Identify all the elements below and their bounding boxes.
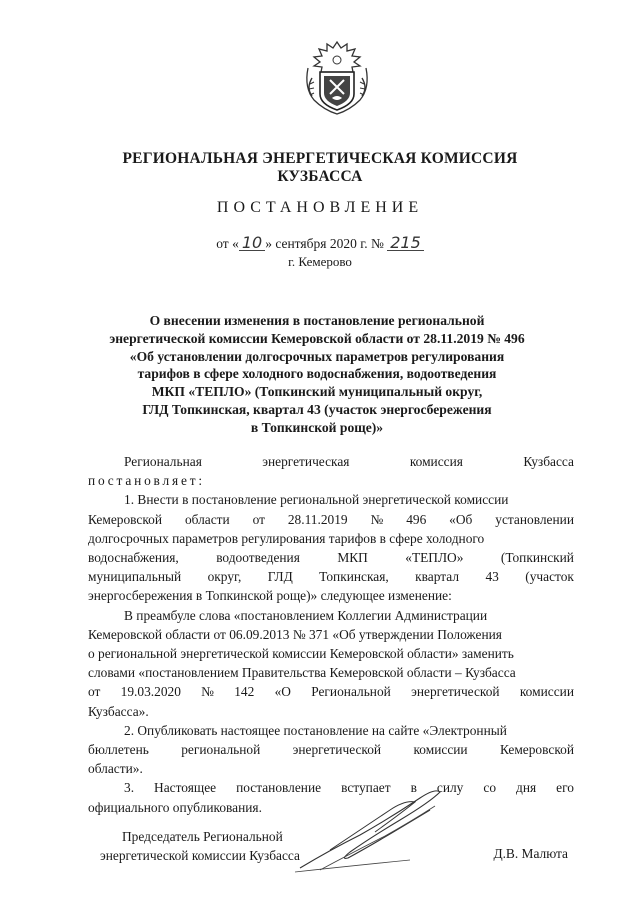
document-body (88, 452, 574, 817)
signatory-position-line-2: энергетической комиссии Кузбасса (100, 848, 300, 863)
subject-line: ГЛД Топкинская, квартал 43 (участок энергосбережения (142, 401, 492, 417)
paragraph-3-line-3: области». (88, 761, 143, 777)
subject-line: тарифов в сфере холодного водоснабжения, водоотведения (137, 366, 497, 382)
date-prefix: от « (216, 236, 239, 251)
word: 43 (485, 569, 499, 585)
word: энергетическая (262, 454, 350, 469)
word: энергетической (411, 684, 500, 700)
document-date-line (0, 233, 640, 252)
kuzbass-coat-of-arms-icon (300, 38, 374, 116)
paragraph-1-line-5 (88, 567, 574, 586)
word: со (483, 780, 497, 796)
word: Региональная (124, 454, 202, 469)
subject-line: О внесении изменения в постановление региональной (149, 313, 485, 328)
paragraph-2-line-2: Кемеровской области от 06.09.2013 № 371 «Об утверждении Положения (88, 626, 502, 642)
word: постановление (236, 780, 322, 796)
paragraph-2-line-5 (88, 682, 574, 701)
word: его (556, 780, 574, 796)
paragraph-1-line-6: энергосбережения в Топкинской роще)» следующее изменение: (88, 588, 452, 604)
signatory-position-line-1: Председатель Региональной (122, 829, 283, 844)
word: (Топкинский (500, 550, 574, 566)
word: Региональной (311, 684, 391, 700)
word: № (370, 511, 384, 527)
word: от (252, 511, 265, 527)
document-subject (92, 312, 542, 437)
word: 142 (234, 684, 255, 700)
paragraph-2-line-3: о региональной энергетической комиссии Кемеровской области» заменить (88, 646, 514, 662)
word: МКП (337, 550, 368, 566)
document-type: ПОСТАНОВЛЕНИЕ (216, 199, 424, 216)
word: силу (436, 780, 464, 796)
document-city: г. Кемерово (288, 254, 352, 269)
word: водоснабжения, (88, 550, 179, 566)
word: бюллетень (88, 742, 149, 758)
date-month-year: » сентября 2020 г. № (265, 236, 384, 251)
document-number: 215 (387, 236, 424, 251)
word: вступает (341, 780, 391, 796)
word: 496 (406, 511, 427, 527)
word: 19.03.2020 (120, 684, 181, 700)
word: установлении (495, 511, 574, 527)
word: округ, (207, 569, 242, 585)
paragraph-3-line-1: 2. Опубликовать настоящее постановление на сайте «Электронный (124, 722, 507, 738)
word: региональной (181, 742, 261, 758)
subject-line: «Об установлении долгосрочных параметров регулирования (129, 348, 505, 364)
word: 3. (124, 780, 135, 796)
word: № (201, 684, 214, 700)
paragraph-1-line-2 (88, 510, 574, 529)
org-title-line-2: КУЗБАССА (277, 168, 363, 185)
word: муниципальный (88, 569, 182, 585)
date-day: 10 (239, 236, 265, 251)
subject-line: МКП «ТЕПЛО» (Топкинский муниципальный округ, (151, 384, 483, 400)
word: Кемеровской (499, 742, 574, 758)
word: «ТЕПЛО» (405, 550, 464, 566)
word: комиссии (519, 684, 574, 700)
word: Настоящее (154, 780, 217, 796)
subject-line: энергетической комиссии Кемеровской области от 28.11.2019 № 496 (109, 330, 525, 346)
word: от (88, 684, 101, 700)
word: водоотведения (216, 550, 300, 566)
word: (участок (525, 569, 574, 585)
word: комиссия (409, 454, 463, 469)
decides-line: постановляет: (88, 473, 205, 489)
signatory-position (100, 827, 300, 865)
word: дня (516, 780, 537, 796)
word: комиссии (413, 742, 468, 758)
word: «О (274, 684, 291, 700)
word: энергетической (292, 742, 382, 758)
word: Кузбасса (523, 454, 574, 469)
word: 28.11.2019 (287, 511, 348, 527)
word: области (184, 511, 230, 527)
paragraph-2-line-1: В преамбуле слова «постановлением Коллегии Администрации (124, 607, 488, 623)
word: ГЛД (267, 569, 293, 585)
word: Топкинская, (319, 569, 389, 585)
paragraph-1-line-3: долгосрочных параметров регулирования тарифов в сфере холодного (88, 530, 485, 546)
paragraph-4-line-2: официального опубликования. (88, 799, 262, 815)
subject-line: в Топкинской роще)» (250, 419, 384, 435)
paragraph-3-line-2 (88, 740, 574, 759)
word: «Об (449, 511, 473, 527)
preamble-line (88, 452, 574, 471)
word: Кемеровской (88, 511, 163, 527)
paragraph-1-line-4 (88, 548, 574, 567)
word: квартал (415, 569, 460, 585)
handwritten-signature (290, 780, 450, 880)
org-title-line-1: РЕГИОНАЛЬНАЯ ЭНЕРГЕТИЧЕСКАЯ КОМИССИЯ (122, 150, 518, 167)
word: в (410, 780, 417, 796)
paragraph-2-line-4: словами «постановлением Правительства Кемеровской области – Кузбасса (88, 665, 516, 681)
paragraph-2-line-6: Кузбасса». (88, 703, 149, 719)
paragraph-1-line-1: 1. Внести в постановление региональной энергетической комиссии (124, 492, 509, 508)
signatory-name: Д.В. Малюта (493, 846, 568, 861)
